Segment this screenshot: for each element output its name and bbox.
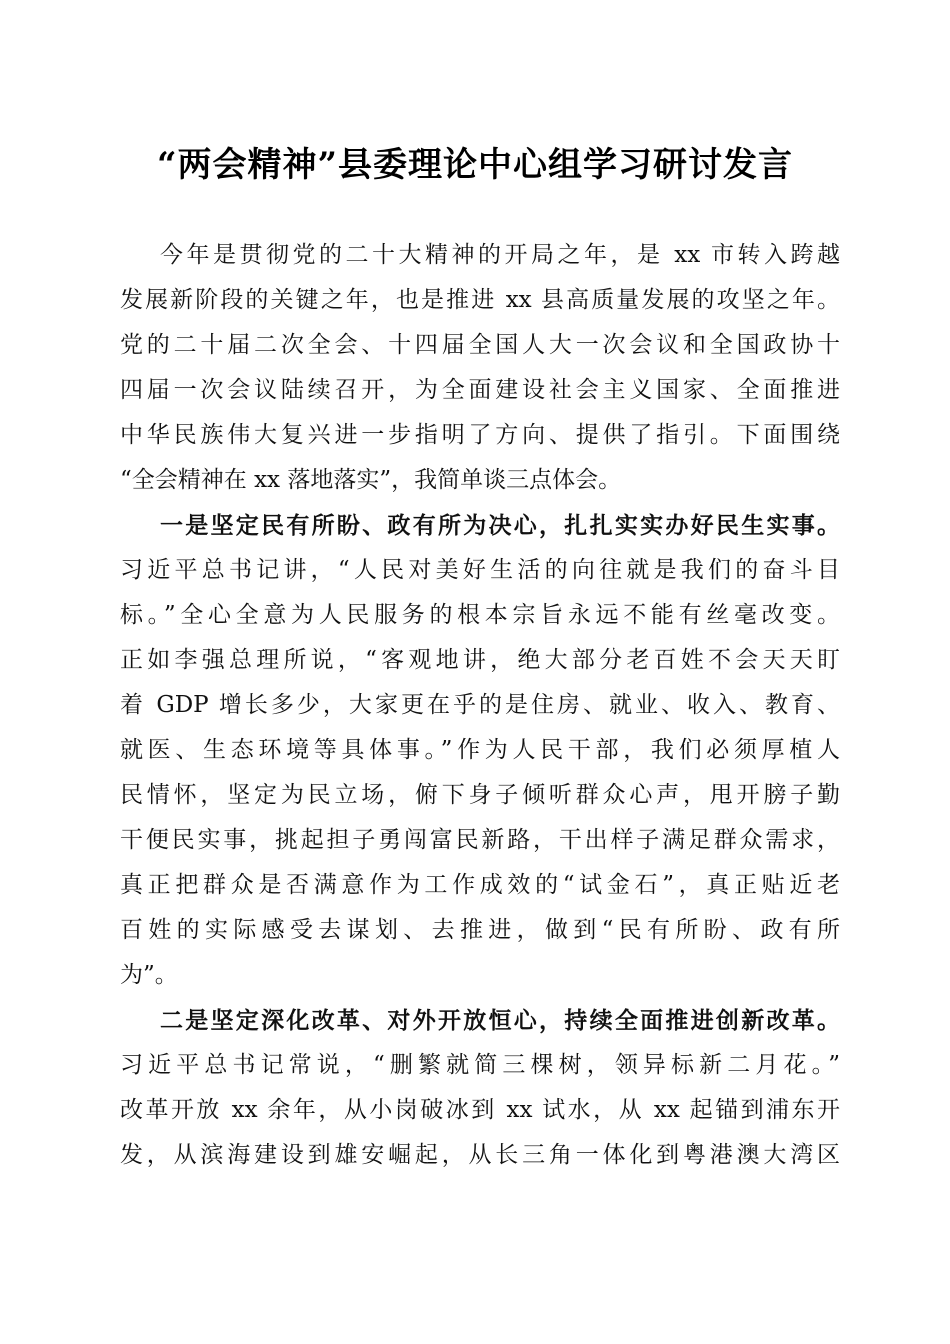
- paragraph-1-line: 中华民族伟大复兴进一步指明了方向、提供了指引。下面围绕: [120, 422, 840, 448]
- paragraph-1-line: 今年是贯彻党的二十大精神的开局之年，是 xx 市转入跨越: [160, 242, 840, 268]
- paragraph-1-line: 党的二十届二次全会、十四届全国人大一次会议和全国政协十: [120, 332, 840, 358]
- paragraph-1-line: 四届一次会议陆续召开，为全面建设社会主义国家、全面推进: [120, 377, 840, 403]
- paragraph-1-line: “全会精神在 xx 落地落实”，我简单谈三点体会。: [120, 467, 622, 493]
- paragraph-2-line: 正如李强总理所说，“客观地讲，绝大部分老百姓不会天天盯: [120, 647, 840, 673]
- paragraph-2-line: 民情怀，坚定为民立场，俯下身子倾听群众心声，甩开膀子勤: [120, 782, 840, 808]
- paragraph-3-line: 习近平总书记常说，“删繁就简三棵树，领异标新二月花。”: [120, 1052, 840, 1078]
- paragraph-3-heading: 二是坚定深化改革、对外开放恒心，持续全面推进创新改革。: [160, 1007, 840, 1034]
- document-title: “两会精神”县委理论中心组学习研讨发言: [156, 145, 794, 185]
- paragraph-2-line: 干便民实事，挑起担子勇闯富民新路，干出样子满足群众需求，: [120, 827, 840, 853]
- paragraph-2-line: 为”。: [120, 962, 178, 988]
- paragraph-2-line: 习近平总书记讲，“人民对美好生活的向往就是我们的奋斗目: [120, 557, 840, 583]
- paragraph-2-line: 标。”全心全意为人民服务的根本宗旨永远不能有丝毫改变。: [120, 602, 840, 628]
- paragraph-2-line: 真正把群众是否满意作为工作成效的“试金石”，真正贴近老: [120, 872, 840, 898]
- paragraph-1-line: 发展新阶段的关键之年，也是推进 xx 县高质量发展的攻坚之年。: [120, 287, 840, 313]
- paragraph-3-line: 改革开放 xx 余年，从小岗破冰到 xx 试水，从 xx 起锚到浦东开: [120, 1097, 840, 1123]
- paragraph-2-line: 百姓的实际感受去谋划、去推进，做到“民有所盼、政有所: [120, 917, 840, 943]
- paragraph-2-heading: 一是坚定民有所盼、政有所为决心，扎扎实实办好民生实事。: [160, 512, 840, 539]
- paragraph-2-line: 着 GDP 增长多少，大家更在乎的是住房、就业、收入、教育、: [120, 692, 840, 718]
- document-body: [120, 233, 840, 1178]
- paragraph-3-line: 发，从滨海建设到雄安崛起，从长三角一体化到粤港澳大湾区: [120, 1142, 840, 1168]
- paragraph-2-line: 就医、生态环境等具体事。”作为人民干部，我们必须厚植人: [120, 737, 840, 763]
